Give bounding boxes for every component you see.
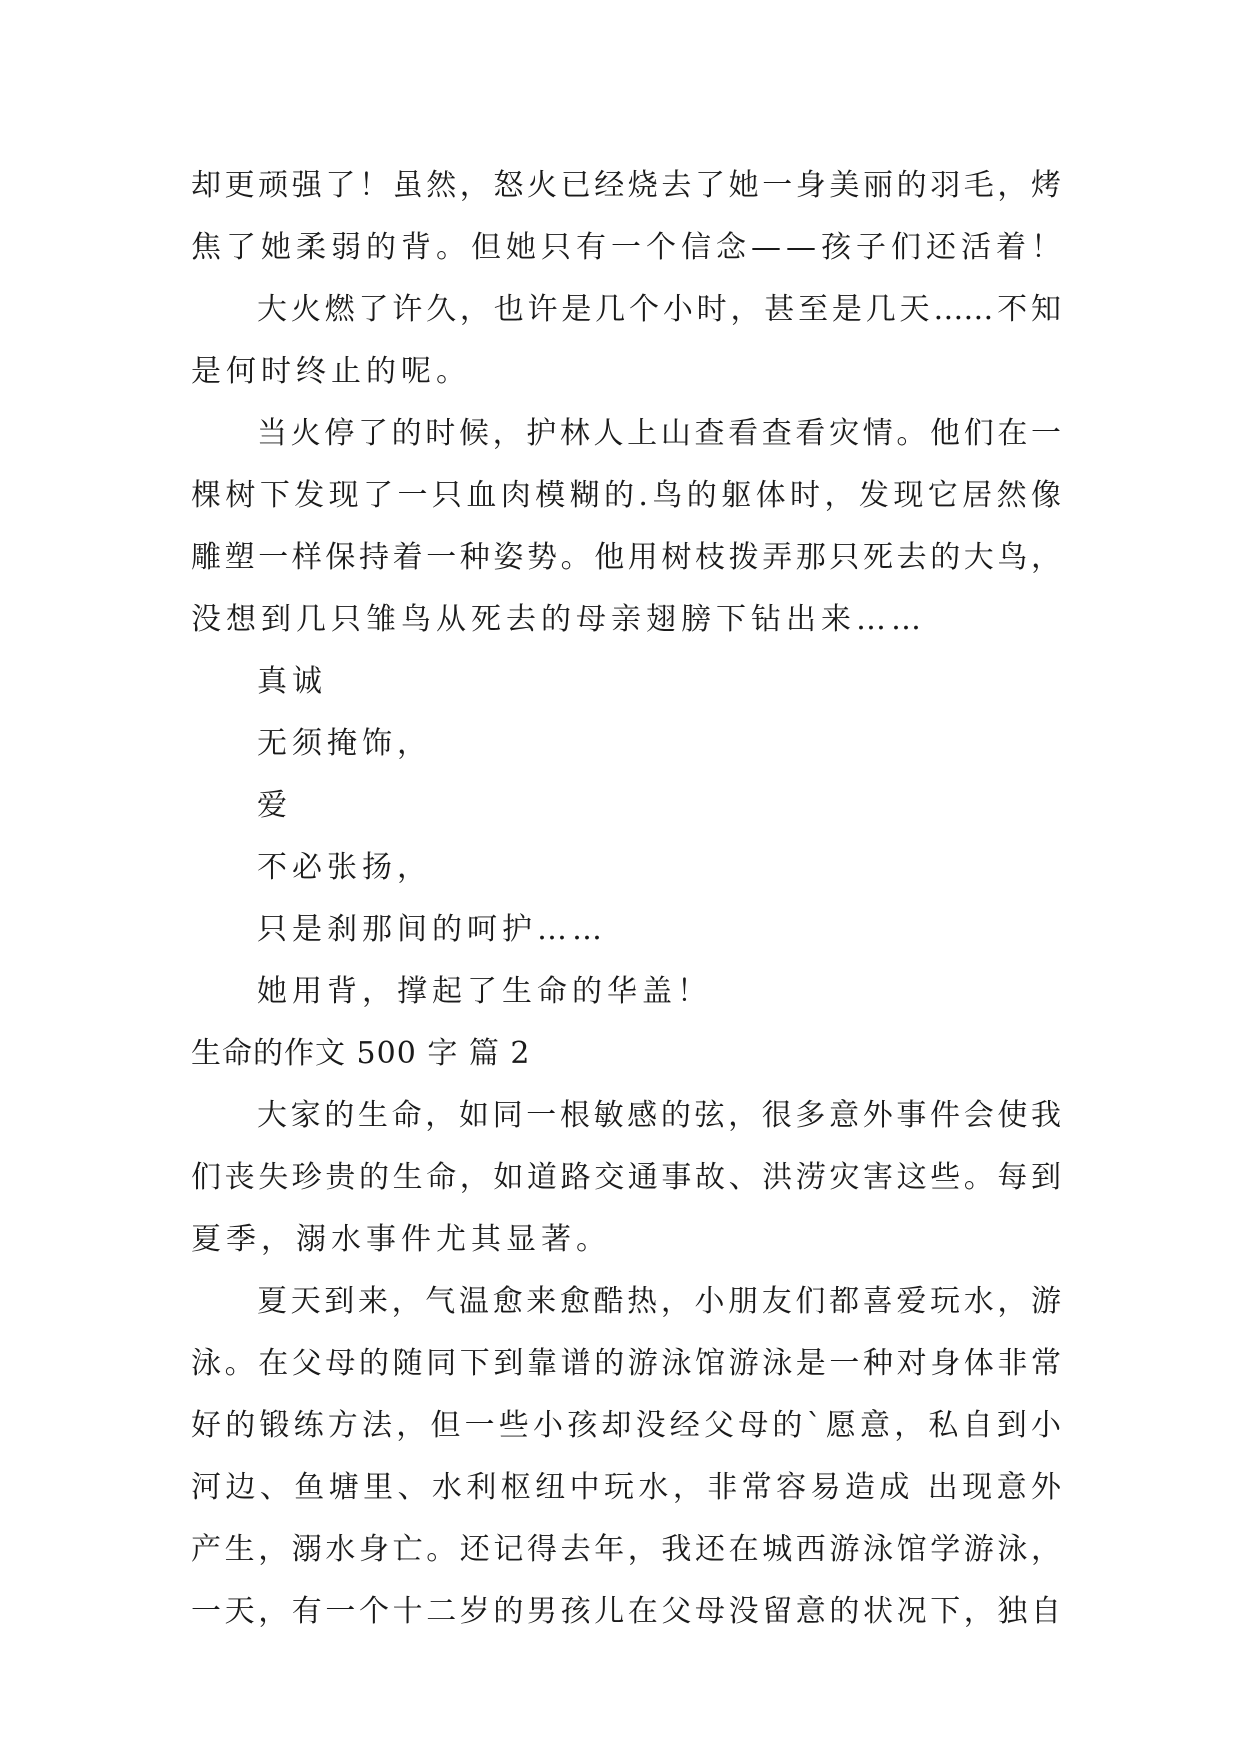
text-line: 夏季，溺水事件尤其显著。 <box>191 1222 611 1257</box>
text-line: 是何时终止的呢。 <box>191 354 471 389</box>
text-line: 不必张扬， <box>257 850 432 885</box>
text-line: 只是刹那间的呵护…… <box>257 912 607 947</box>
text-line: 河边、鱼塘里、水利枢纽中玩水，非常容易造成 出现意外 <box>191 1470 1061 1505</box>
text-line: 夏天到来，气温愈来愈酷热，小朋友们都喜爱玩水，游 <box>257 1284 1061 1319</box>
text-line: 大火燃了许久，也许是几个小时，甚至是几天……不知 <box>257 292 1061 327</box>
text-line: 真诚 <box>257 664 327 699</box>
text-line: 们丧失珍贵的生命，如道路交通事故、洪涝灾害这些。每到 <box>191 1160 1061 1195</box>
text-line: 大家的生命，如同一根敏感的弦，很多意外事件会使我 <box>257 1098 1061 1133</box>
text-line: 好的锻练方法，但一些小孩却没经父母的`愿意，私自到小 <box>191 1408 1061 1443</box>
text-line: 没想到几只雏鸟从死去的母亲翅膀下钻出来…… <box>191 602 926 637</box>
section-heading: 生命的作文 500 字 篇 2 <box>191 1036 531 1071</box>
text-line: 却更顽强了！虽然，怒火已经烧去了她一身美丽的羽毛，烤 <box>191 168 1061 203</box>
text-line: 棵树下发现了一只血肉模糊的.鸟的躯体时，发现它居然像 <box>191 478 1061 513</box>
text-line: 泳。在父母的随同下到靠谱的游泳馆游泳是一种对身体非常 <box>191 1346 1061 1381</box>
text-line: 产生，溺水身亡。还记得去年，我还在城西游泳馆学游泳， <box>191 1532 1061 1567</box>
text-line: 她用背，撑起了生命的华盖！ <box>257 974 712 1009</box>
text-line: 无须掩饰， <box>257 726 432 761</box>
text-line: 焦了她柔弱的背。但她只有一个信念——孩子们还活着！ <box>191 230 1066 265</box>
text-line: 一天，有一个十二岁的男孩儿在父母没留意的状况下，独自 <box>191 1594 1061 1629</box>
document-body <box>191 155 1066 1643</box>
text-line: 爱 <box>257 788 292 823</box>
text-line: 雕塑一样保持着一种姿势。他用树枝拨弄那只死去的大鸟， <box>191 540 1061 575</box>
text-line: 当火停了的时候，护林人上山查看查看灾情。他们在一 <box>257 416 1061 451</box>
